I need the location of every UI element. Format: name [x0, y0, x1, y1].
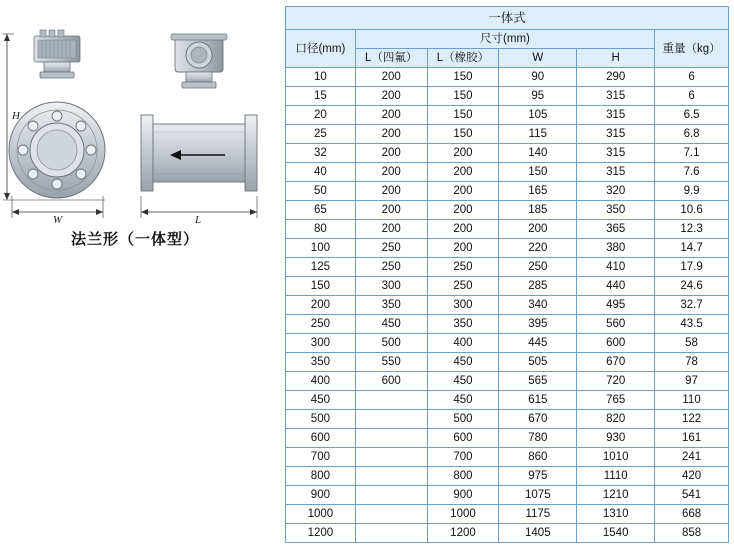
dimension-label-l: L [195, 214, 202, 226]
flange-face [9, 102, 105, 198]
table-row [286, 429, 729, 448]
cell-h: 820 [577, 410, 655, 429]
header-size-group: 尺寸(mm) [355, 30, 654, 49]
cell-weight: 78 [655, 353, 729, 372]
cell-w: 340 [499, 296, 577, 315]
header-l-rubber: L（橡胶） [427, 49, 499, 68]
cell-l-rubber: 900 [427, 486, 499, 505]
cell-l-rubber: 200 [427, 182, 499, 201]
converter-head-front [34, 30, 80, 78]
cell-w: 220 [499, 239, 577, 258]
cell-l-rubber: 150 [427, 87, 499, 106]
meter-body-side [141, 115, 257, 191]
dimension-label-w: W [53, 214, 63, 226]
cell-h: 1310 [577, 505, 655, 524]
table-title-row [286, 7, 729, 30]
table-row [286, 163, 729, 182]
cell-weight: 10.6 [655, 201, 729, 220]
cell-w: 445 [499, 334, 577, 353]
cell-weight: 420 [655, 467, 729, 486]
cell-w: 615 [499, 391, 577, 410]
cell-dn: 50 [286, 182, 356, 201]
cell-l-rubber: 800 [427, 467, 499, 486]
cell-l-rubber: 200 [427, 201, 499, 220]
cell-l-ptfe: 200 [355, 201, 427, 220]
cell-h: 365 [577, 220, 655, 239]
table-row [286, 315, 729, 334]
cell-w: 150 [499, 163, 577, 182]
cell-dn: 125 [286, 258, 356, 277]
cell-h: 315 [577, 87, 655, 106]
cell-l-rubber: 150 [427, 106, 499, 125]
cell-l-ptfe: 500 [355, 334, 427, 353]
cell-dn: 10 [286, 68, 356, 87]
header-weight: 重量（kg） [655, 30, 729, 68]
cell-w: 105 [499, 106, 577, 125]
table-row [286, 372, 729, 391]
cell-weight: 97 [655, 372, 729, 391]
table-row [286, 144, 729, 163]
diagram-caption: 法兰形（一体型） [70, 231, 199, 248]
header-w: W [499, 49, 577, 68]
cell-l-ptfe: 200 [355, 106, 427, 125]
table-row [286, 524, 729, 543]
cell-dn: 450 [286, 391, 356, 410]
cell-dn: 1200 [286, 524, 356, 543]
cell-weight: 7.1 [655, 144, 729, 163]
cell-dn: 400 [286, 372, 356, 391]
cell-weight: 668 [655, 505, 729, 524]
spec-table-head [286, 7, 729, 68]
table-title: 一体式 [286, 7, 729, 30]
cell-l-rubber: 450 [427, 391, 499, 410]
cell-l-rubber: 350 [427, 315, 499, 334]
table-row [286, 391, 729, 410]
cell-h: 315 [577, 163, 655, 182]
cell-w: 565 [499, 372, 577, 391]
cell-l-ptfe: 200 [355, 163, 427, 182]
table-row [286, 87, 729, 106]
cell-h: 350 [577, 201, 655, 220]
table-row [286, 448, 729, 467]
cell-w: 860 [499, 448, 577, 467]
cell-l-ptfe [355, 410, 427, 429]
cell-dn: 25 [286, 125, 356, 144]
cell-w: 90 [499, 68, 577, 87]
cell-h: 315 [577, 125, 655, 144]
cell-weight: 6.5 [655, 106, 729, 125]
cell-dn: 100 [286, 239, 356, 258]
cell-dn: 20 [286, 106, 356, 125]
cell-weight: 161 [655, 429, 729, 448]
table-header-row-1 [286, 30, 729, 49]
cell-h: 290 [577, 68, 655, 87]
dimension-label-h: H [12, 110, 20, 122]
cell-l-ptfe: 250 [355, 258, 427, 277]
cell-l-ptfe [355, 524, 427, 543]
cell-h: 930 [577, 429, 655, 448]
cell-l-rubber: 150 [427, 125, 499, 144]
cell-h: 1110 [577, 467, 655, 486]
cell-h: 600 [577, 334, 655, 353]
cell-l-rubber: 250 [427, 258, 499, 277]
table-row [286, 467, 729, 486]
converter-head-side [171, 34, 227, 88]
cell-dn: 1000 [286, 505, 356, 524]
cell-weight: 6 [655, 68, 729, 87]
spec-table-container [285, 6, 729, 543]
cell-l-rubber: 200 [427, 220, 499, 239]
cell-l-rubber: 300 [427, 296, 499, 315]
cell-w: 1405 [499, 524, 577, 543]
cell-h: 410 [577, 258, 655, 277]
cell-h: 315 [577, 144, 655, 163]
cell-weight: 122 [655, 410, 729, 429]
cell-l-ptfe: 200 [355, 87, 427, 106]
cell-dn: 200 [286, 296, 356, 315]
cell-dn: 65 [286, 201, 356, 220]
cell-dn: 32 [286, 144, 356, 163]
table-row [286, 353, 729, 372]
cell-dn: 150 [286, 277, 356, 296]
header-dn: 口径(mm) [286, 30, 356, 68]
cell-h: 765 [577, 391, 655, 410]
cell-h: 560 [577, 315, 655, 334]
cell-l-ptfe [355, 486, 427, 505]
flowmeter-diagram [0, 0, 285, 552]
cell-h: 380 [577, 239, 655, 258]
cell-l-ptfe: 550 [355, 353, 427, 372]
cell-h: 670 [577, 353, 655, 372]
cell-w: 140 [499, 144, 577, 163]
cell-w: 395 [499, 315, 577, 334]
cell-w: 250 [499, 258, 577, 277]
cell-l-ptfe [355, 467, 427, 486]
cell-w: 505 [499, 353, 577, 372]
cell-l-rubber: 200 [427, 144, 499, 163]
cell-h: 320 [577, 182, 655, 201]
cell-w: 200 [499, 220, 577, 239]
table-row [286, 68, 729, 87]
cell-w: 975 [499, 467, 577, 486]
cell-l-rubber: 250 [427, 277, 499, 296]
cell-h: 1540 [577, 524, 655, 543]
cell-l-rubber: 450 [427, 353, 499, 372]
cell-weight: 43.5 [655, 315, 729, 334]
header-h: H [577, 49, 655, 68]
table-row [286, 182, 729, 201]
cell-l-rubber: 450 [427, 372, 499, 391]
cell-dn: 700 [286, 448, 356, 467]
cell-h: 315 [577, 106, 655, 125]
cell-weight: 6 [655, 87, 729, 106]
cell-dn: 15 [286, 87, 356, 106]
table-row [286, 258, 729, 277]
table-row [286, 220, 729, 239]
table-row [286, 125, 729, 144]
cell-weight: 9.9 [655, 182, 729, 201]
cell-l-ptfe: 200 [355, 68, 427, 87]
cell-w: 115 [499, 125, 577, 144]
cell-weight: 24.6 [655, 277, 729, 296]
cell-dn: 350 [286, 353, 356, 372]
table-row [286, 201, 729, 220]
cell-l-ptfe [355, 448, 427, 467]
cell-l-rubber: 400 [427, 334, 499, 353]
cell-weight: 541 [655, 486, 729, 505]
table-row [286, 296, 729, 315]
cell-weight: 32.7 [655, 296, 729, 315]
cell-weight: 14.7 [655, 239, 729, 258]
cell-weight: 6.8 [655, 125, 729, 144]
table-row [286, 486, 729, 505]
spec-table [285, 6, 729, 543]
cell-dn: 800 [286, 467, 356, 486]
cell-l-rubber: 600 [427, 429, 499, 448]
cell-h: 495 [577, 296, 655, 315]
cell-l-rubber: 700 [427, 448, 499, 467]
cell-l-ptfe: 200 [355, 182, 427, 201]
cell-dn: 80 [286, 220, 356, 239]
cell-weight: 858 [655, 524, 729, 543]
header-l-ptfe: L（四氟） [355, 49, 427, 68]
table-row [286, 277, 729, 296]
cell-h: 440 [577, 277, 655, 296]
cell-l-rubber: 200 [427, 163, 499, 182]
table-row [286, 410, 729, 429]
cell-l-ptfe: 200 [355, 125, 427, 144]
cell-l-ptfe: 600 [355, 372, 427, 391]
cell-l-ptfe [355, 429, 427, 448]
cell-weight: 58 [655, 334, 729, 353]
cell-w: 285 [499, 277, 577, 296]
cell-l-ptfe [355, 505, 427, 524]
cell-w: 165 [499, 182, 577, 201]
table-row [286, 505, 729, 524]
cell-dn: 300 [286, 334, 356, 353]
cell-h: 720 [577, 372, 655, 391]
cell-l-rubber: 1200 [427, 524, 499, 543]
cell-l-ptfe: 450 [355, 315, 427, 334]
cell-l-rubber: 200 [427, 239, 499, 258]
cell-dn: 40 [286, 163, 356, 182]
cell-w: 1075 [499, 486, 577, 505]
cell-l-rubber: 500 [427, 410, 499, 429]
cell-l-ptfe: 200 [355, 220, 427, 239]
cell-l-ptfe [355, 391, 427, 410]
table-row [286, 239, 729, 258]
cell-h: 1010 [577, 448, 655, 467]
cell-dn: 250 [286, 315, 356, 334]
cell-dn: 600 [286, 429, 356, 448]
flowmeter-drawing [0, 0, 285, 230]
cell-l-rubber: 1000 [427, 505, 499, 524]
cell-l-ptfe: 300 [355, 277, 427, 296]
cell-weight: 241 [655, 448, 729, 467]
cell-l-ptfe: 200 [355, 144, 427, 163]
cell-dn: 900 [286, 486, 356, 505]
cell-weight: 17.9 [655, 258, 729, 277]
cell-w: 780 [499, 429, 577, 448]
cell-weight: 110 [655, 391, 729, 410]
cell-l-ptfe: 350 [355, 296, 427, 315]
table-row [286, 334, 729, 353]
cell-w: 95 [499, 87, 577, 106]
cell-w: 670 [499, 410, 577, 429]
cell-w: 185 [499, 201, 577, 220]
spec-table-body [286, 68, 729, 543]
cell-l-ptfe: 250 [355, 239, 427, 258]
cell-h: 1210 [577, 486, 655, 505]
cell-l-rubber: 150 [427, 68, 499, 87]
cell-w: 1175 [499, 505, 577, 524]
cell-weight: 7.6 [655, 163, 729, 182]
cell-dn: 500 [286, 410, 356, 429]
cell-weight: 12.3 [655, 220, 729, 239]
table-row [286, 106, 729, 125]
